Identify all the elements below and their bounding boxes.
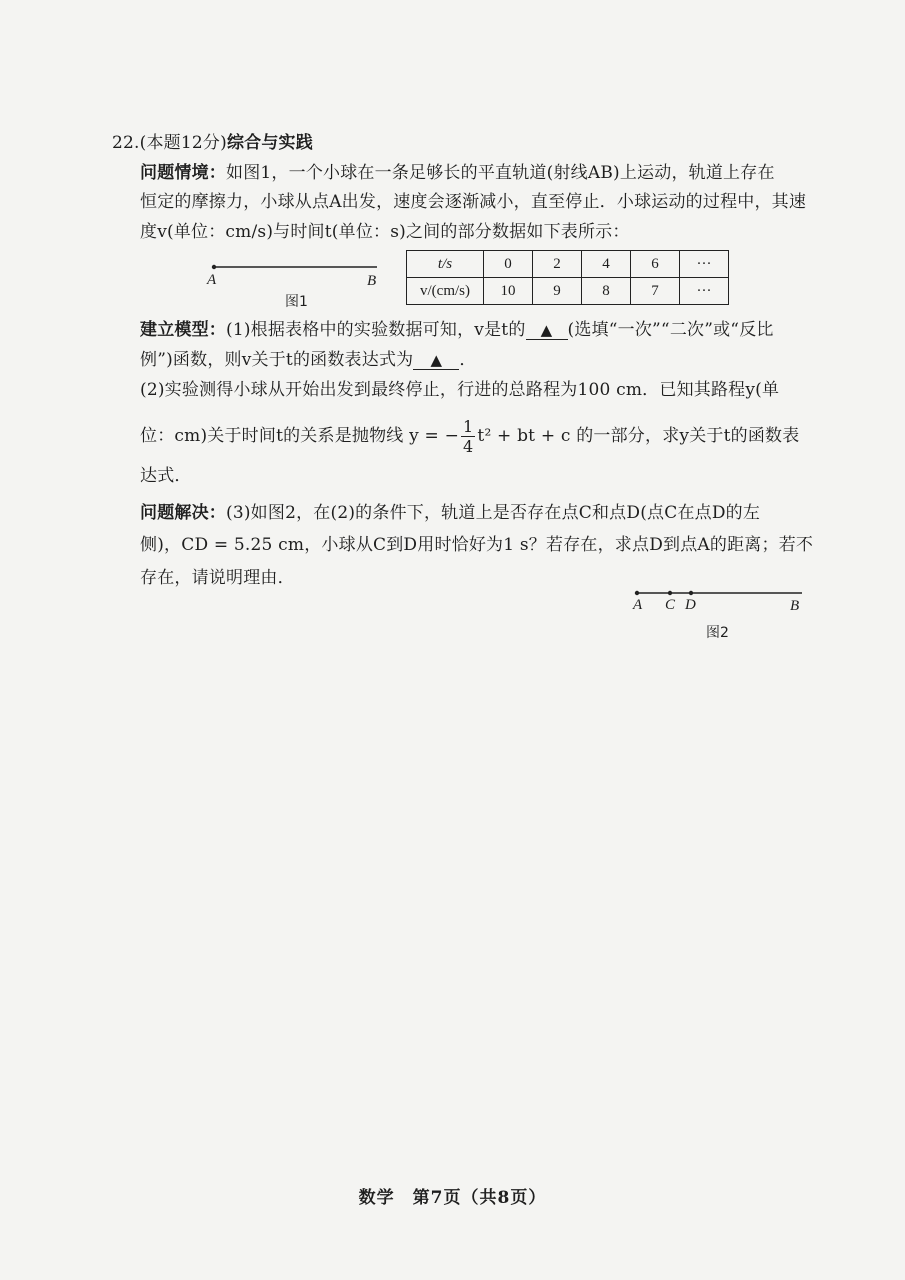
table-cell: 6 [631,251,680,278]
fraction-numerator: 1 [463,417,474,436]
q2-text-pre: 位：cm)关于时间t的关系是抛物线 y = − [140,426,460,446]
table-cell: 9 [533,278,582,305]
table-header-v: v/(cm/s) [407,278,484,305]
situation-line-1 [140,161,775,185]
figure2-point-c: C [665,597,676,613]
table-cell: 7 [631,278,680,305]
q2-line-2 [140,414,799,458]
table-cell: 10 [484,278,533,305]
table-cell: 0 [484,251,533,278]
situation-line-2: 恒定的摩擦力，小球从点A出发，速度会逐渐减小，直至停止．小球运动的过程中，其速 [140,192,807,212]
table-row-time [407,251,729,278]
answer-blank-1: ▲ [526,321,568,340]
solve-heading: 问题解决： [140,503,226,523]
solve-line-3: 存在，请说明理由． [140,568,295,588]
figure1-point-b: B [367,273,377,289]
velocity-table [406,250,729,305]
solve-line-2: 侧)，CD = 5.25 cm，小球从C到D用时恰好为1 s？若存在，求点D到点A的距离；若不 [140,535,814,555]
table-cell: ··· [680,251,729,278]
problem-title: 综合与实践 [226,133,313,153]
q2-line-3: 达式． [140,466,192,486]
situation-text-1: 如图1，一个小球在一条足够长的平直轨道(射线AB)上运动，轨道上存在 [226,163,775,183]
page-footer: 数学 第7页（共8页） [358,1188,547,1208]
model-line-2 [140,348,477,372]
figure2-point-b: B [790,598,800,614]
table-cell: 2 [533,251,582,278]
solve-line-1 [140,501,760,525]
table-cell: 4 [582,251,631,278]
q3-text-a: (3)如图2，在(2)的条件下，轨道上是否存在点C和点D(点C在点D的左 [226,503,761,523]
situation-line-3: 度v(单位：cm/s)与时间t(单位：s)之间的部分数据如下表所示： [140,222,630,242]
q1-text-c: 例”)函数，则v关于t的函数表达式为 [140,350,414,370]
problem-number: 22. [112,133,140,153]
figure2-ray [630,585,810,601]
figure1-caption: 图1 [285,294,308,310]
figure2-point-d: D [685,597,696,613]
table-cell: 8 [582,278,631,305]
table-cell: ··· [680,278,729,305]
q2-text-post: t² + bt + c 的一部分，求y关于t的函数表 [477,426,800,446]
situation-heading: 问题情境： [140,163,226,183]
table-row-velocity [407,278,729,305]
model-line-1 [140,318,774,342]
fraction-denominator: 4 [463,437,474,456]
problem-meta: (本题12分) [139,133,227,153]
answer-blank-2: ▲ [413,351,459,370]
q1-text-a: (1)根据表格中的实验数据可知，v是t的 [226,320,526,340]
figure2-point-a: A [633,597,643,613]
problem-heading [112,131,313,155]
fraction [461,417,475,456]
q1-end: ． [459,350,477,370]
figure1-point-a: A [207,272,217,288]
q2-line-1: (2)实验测得小球从开始出发到最终停止，行进的总路程为100 cm．已知其路程y(单 [140,380,780,400]
q1-text-b: (选填“一次”“二次”或“反比 [567,320,774,340]
figure1-ray [205,258,385,278]
figure2-caption: 图2 [706,625,729,641]
model-heading: 建立模型： [140,320,226,340]
table-header-t: t/s [407,251,484,278]
